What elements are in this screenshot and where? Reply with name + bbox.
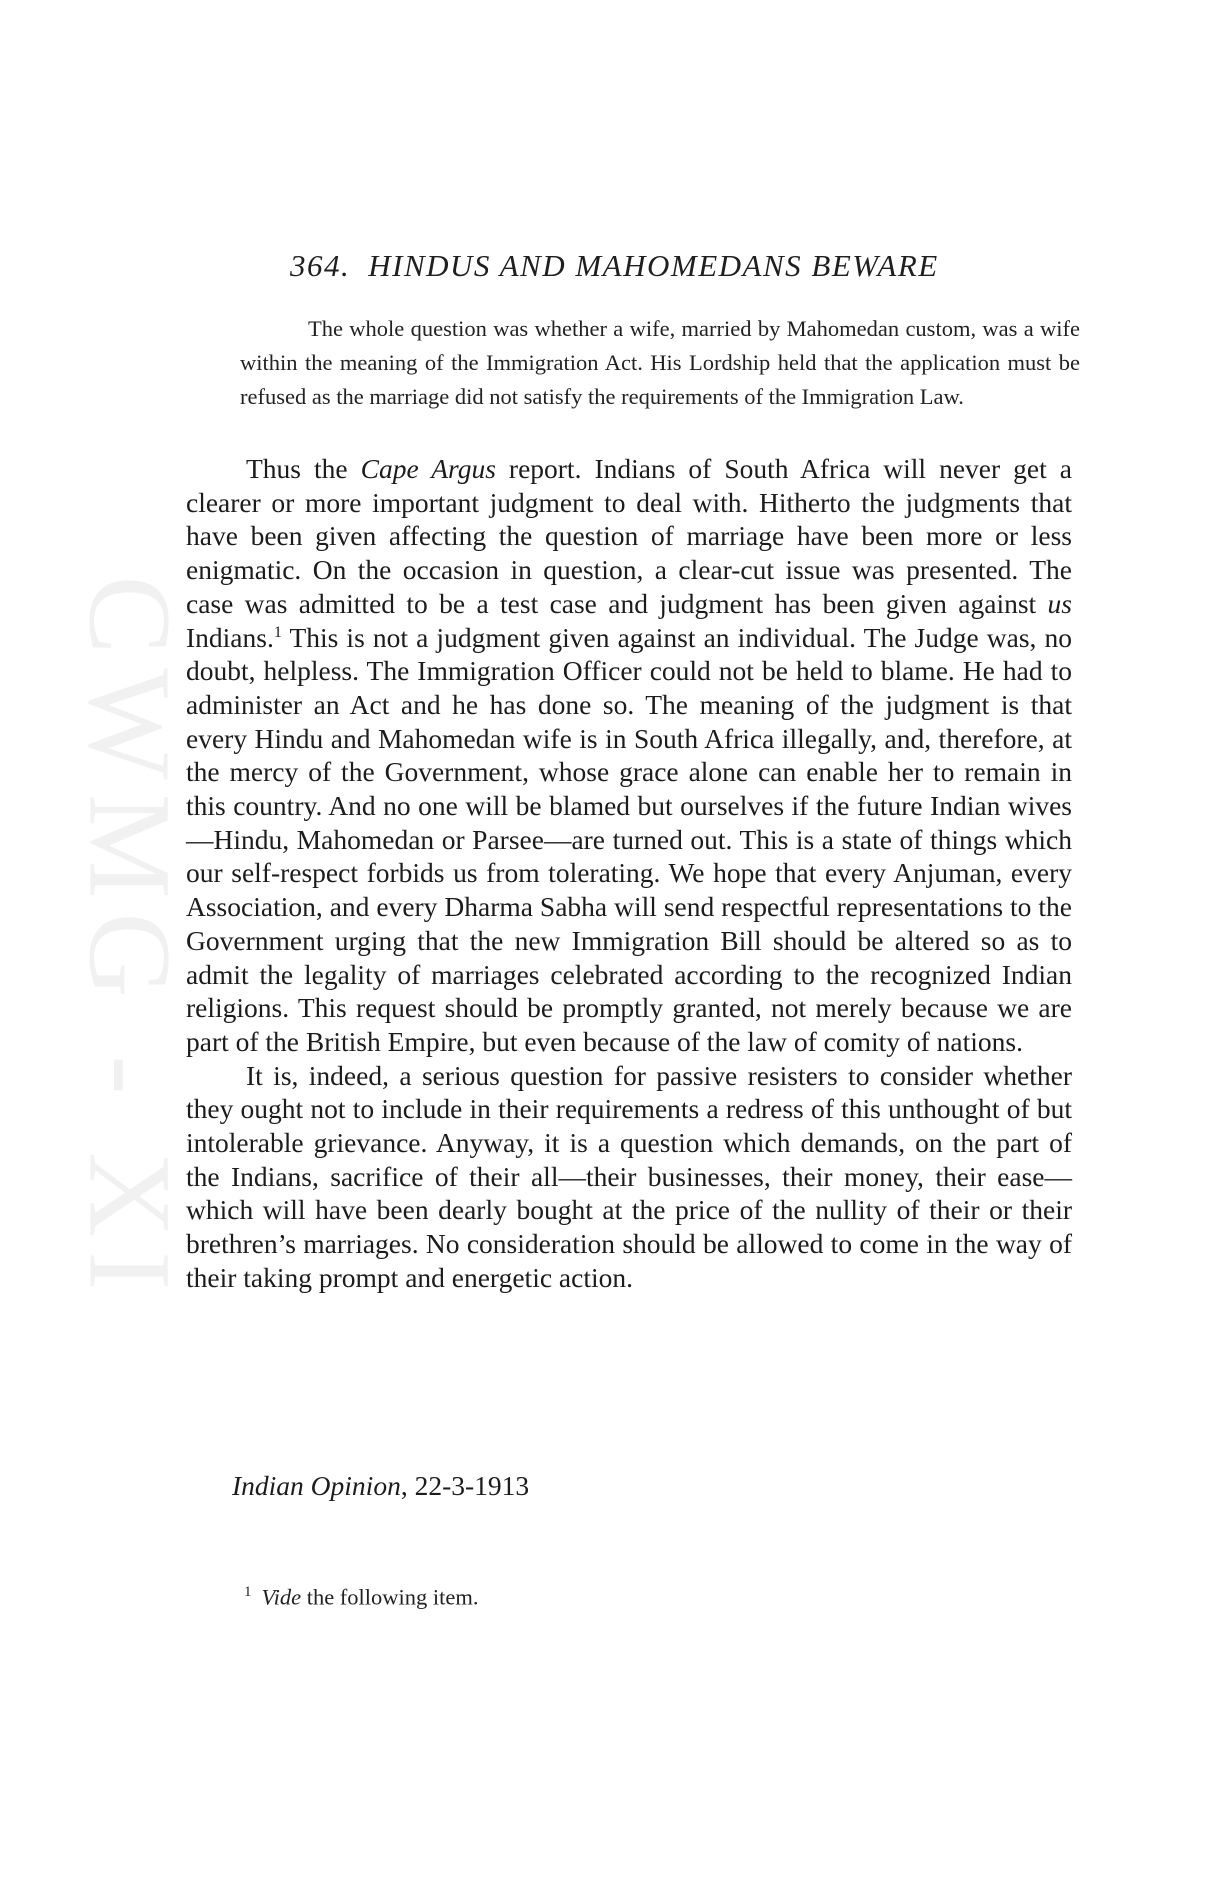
footnote-vide: Vide bbox=[261, 1584, 302, 1610]
article-body bbox=[186, 452, 1072, 1295]
publication-name: Cape Argus bbox=[360, 453, 496, 484]
paragraph-1-text-a: report. Indians of South Africa will never get a clearer or more important judgment to deal with. Hitherto the judgments that have been given affecting the question of marriage have been more or less enigmatic. On the occasion in question, a clear-cut issue was presented. The case was admitted to be a test case and judgment has been given against bbox=[186, 453, 1072, 619]
article-title: HINDUS AND MAHOMEDANS BEWARE bbox=[368, 248, 939, 283]
paragraph-2: It is, indeed, a serious question for passive resisters to consider whether they ought not to include in their requirements a redress of this unthought of but intolerable grievance. Anyway, it is a question which demands, on the part of the Indians, sacrifice of their all—their businesses, their money, their ease—which will have been dearly bought at the price of the nullity of their or their brethren’s marriages. No consideration should be allowed to come in the way of their taking prompt and energetic action. bbox=[186, 1059, 1072, 1293]
article-heading bbox=[290, 248, 939, 284]
footnote-mark: 1 bbox=[244, 1584, 252, 1600]
source-publication: Indian Opinion bbox=[232, 1470, 401, 1501]
emphasis-word: us bbox=[1047, 587, 1072, 619]
footnote bbox=[244, 1584, 479, 1611]
paragraph-1-text-b: Indians. bbox=[186, 621, 274, 653]
footnote-reference[interactable]: 1 bbox=[273, 623, 282, 641]
paragraph-1-text-c: This is not a judgment given against an individual. The Judge was, no doubt, helpless. The Immigration Officer could not be held to blame. He had to administer an Act and he has done so. The meaning of the judgment is that every Hindu and Mahomedan wife is in South Africa illegally, and, therefore, at the mercy of the Government, whose grace alone can enable her to remain in this country. And no one will be blamed but ourselves if the future Indian wives—Hindu, Mahomedan or Parsee—are turned out. This is a state of things which our self-respect forbids us from tolerating. We hope that every Anjuman, every Association, and every Dharma Sabha will send respectful representations to the Government urging that the new Immigration Bill should be altered so as to admit the legality of marriages celebrated according to the recognized Indian religions. This request should be promptly granted, not merely because we are part of the British Empire, but even because of the law of comity of nations. bbox=[186, 621, 1072, 1057]
footnote-text: the following item. bbox=[301, 1584, 479, 1610]
article-number: 364. bbox=[290, 248, 351, 283]
source-date: , 22-3-1913 bbox=[400, 1470, 530, 1501]
watermark-text: CWMG - XI bbox=[65, 575, 196, 1305]
watermark bbox=[60, 560, 200, 1320]
paragraph-1-lead: Thus the bbox=[246, 453, 361, 484]
source-citation bbox=[232, 1470, 529, 1502]
quoted-report: The whole question was whether a wife, married by Mahomedan custom, was a wife within the meaning of the Immigration Act. His Lordship held that the application must be refused as the marriage did not satisfy the requirements of the Immigration Law. bbox=[240, 316, 1080, 409]
paragraph-1 bbox=[186, 452, 1072, 1059]
